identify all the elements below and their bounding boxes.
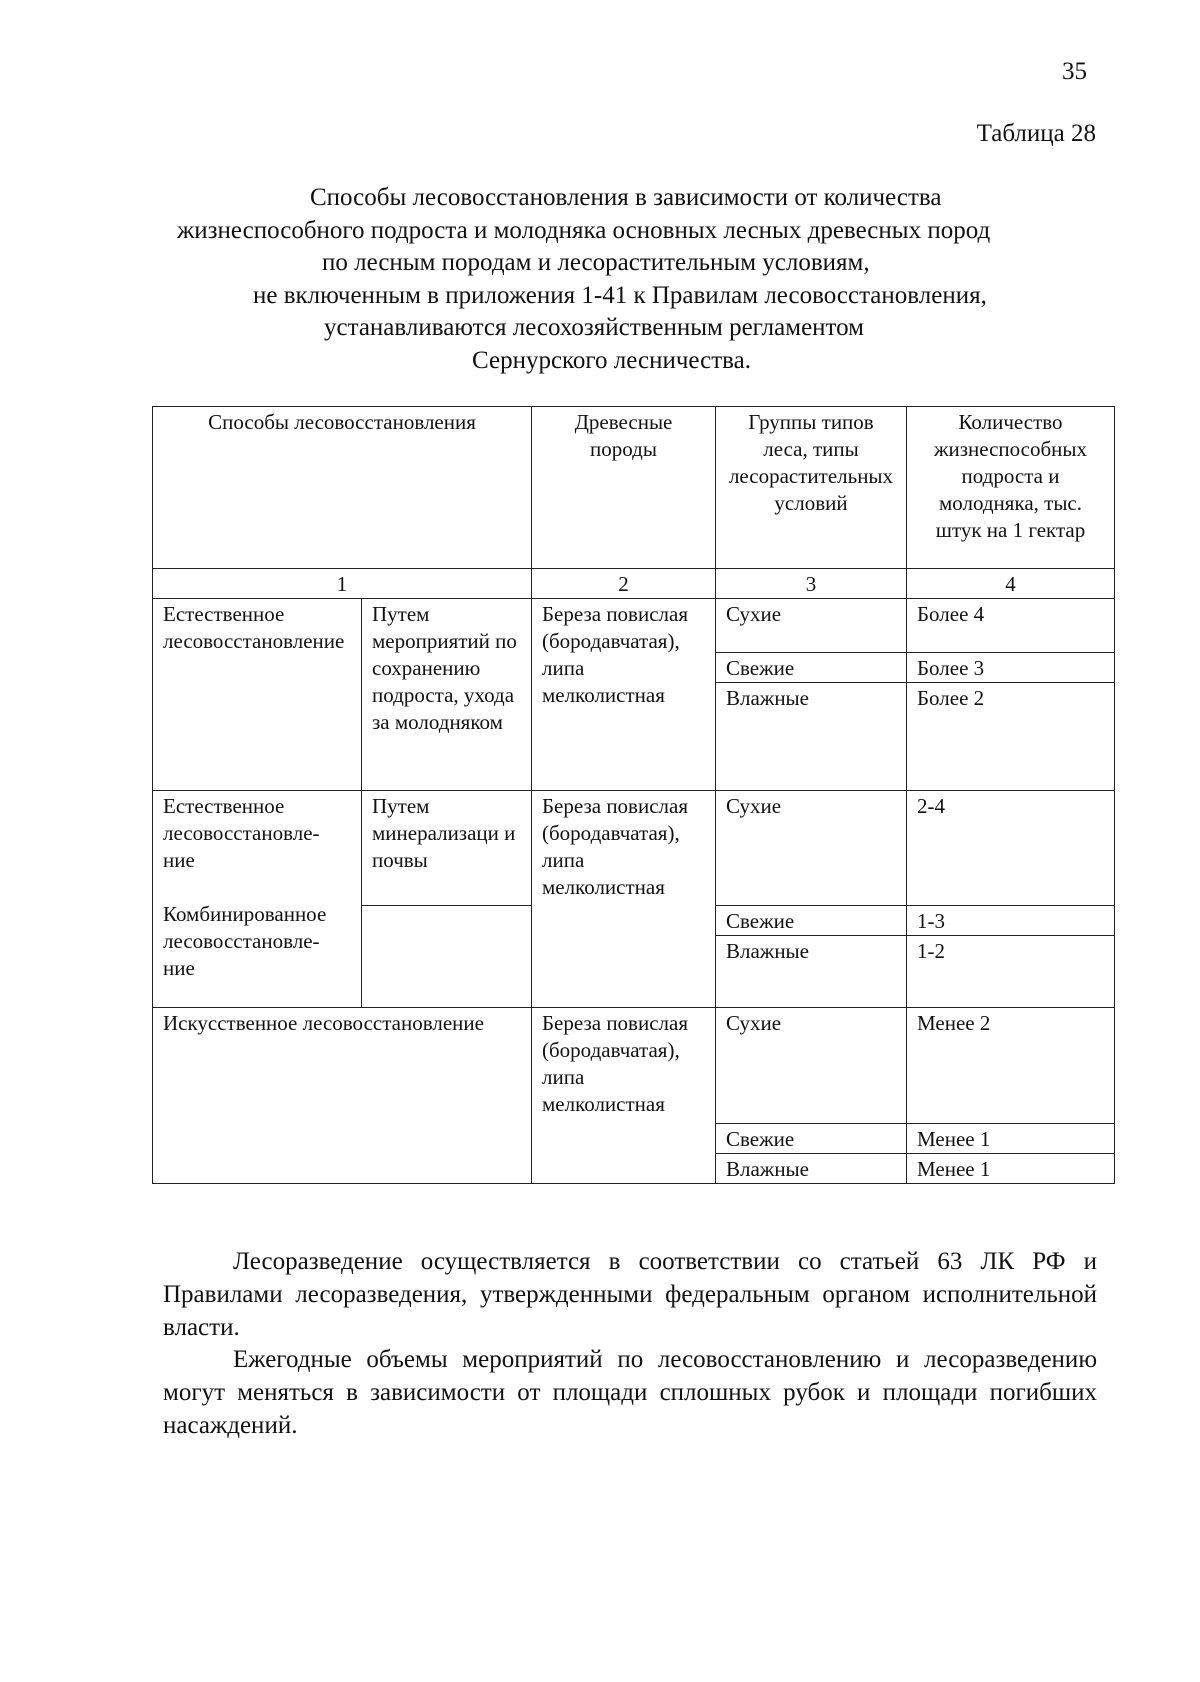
column-number: 3 <box>716 569 907 599</box>
column-number: 2 <box>532 569 716 599</box>
header-forest-types: Группы типов леса, типы лесорастительных условий <box>716 407 907 569</box>
quantity-cell: Менее 1 <box>907 1154 1115 1184</box>
forest-type-cell: Свежие <box>716 653 907 683</box>
forest-type-cell: Сухие <box>716 1008 907 1124</box>
body-paragraph: Ежегодные объемы мероприятий по лесовосстановлению и лесоразведению могут меняться в зависимости от площади сплошных рубок и площади погибших насаждений. <box>163 1346 1097 1439</box>
forest-type-cell: Сухие <box>716 599 907 653</box>
quantity-cell: Более 3 <box>907 653 1115 683</box>
heading-line: жизнеспособного подроста и молодняка основных лесных древесных пород <box>177 216 991 244</box>
quantity-cell: Менее 1 <box>907 1124 1115 1154</box>
method-cell: Естественное лесовосстановление <box>153 599 362 791</box>
quantity-cell: 1-3 <box>907 906 1115 936</box>
method-text: Комбинированное лесовосстановле-ние <box>163 902 327 980</box>
quantity-cell: Менее 2 <box>907 1008 1115 1124</box>
quantity-cell: Более 2 <box>907 683 1115 791</box>
column-number: 4 <box>907 569 1115 599</box>
reforestation-table <box>152 406 1115 1184</box>
table-row <box>153 791 1115 906</box>
heading-line: устанавливаются лесохозяйственным регламентом <box>324 314 864 342</box>
forest-type-cell: Сухие <box>716 791 907 906</box>
forest-type-cell: Свежие <box>716 1124 907 1154</box>
table-row <box>153 599 1115 653</box>
forest-type-cell: Влажные <box>716 683 907 791</box>
table-heading <box>140 182 1080 378</box>
page-number: 35 <box>1062 58 1087 85</box>
method-cell <box>153 791 362 1008</box>
quantity-cell: 2-4 <box>907 791 1115 906</box>
column-number-row <box>153 569 1115 599</box>
header-methods: Способы лесовосстановления <box>153 407 532 569</box>
method-cell: Искусственное лесовосстановление <box>153 1008 532 1184</box>
heading-line: по лесным породам и лесорастительным условиям, <box>322 249 870 277</box>
way-cell: Путем мероприятий по сохранению подроста, ухода за молодняком <box>362 599 532 791</box>
column-number: 1 <box>153 569 532 599</box>
forest-type-cell: Влажные <box>716 1154 907 1184</box>
species-cell: Береза повислая (бородавчатая), липа мелколистная <box>532 791 716 1008</box>
species-cell: Береза повислая (бородавчатая), липа мелколистная <box>532 599 716 791</box>
way-cell: Путем минерализаци и почвы <box>362 791 532 906</box>
way-cell-empty <box>362 906 532 1008</box>
spacer <box>163 874 351 901</box>
quantity-cell: 1-2 <box>907 936 1115 1008</box>
quantity-cell: Более 4 <box>907 599 1115 653</box>
method-text: Естественное лесовосстановле-ние <box>163 794 320 872</box>
table-label: Таблица 28 <box>976 120 1096 147</box>
forest-type-cell: Влажные <box>716 936 907 1008</box>
header-species: Древесные породы <box>532 407 716 569</box>
heading-line: Сернурского лесничества. <box>472 346 751 374</box>
heading-line: Способы лесовосстановления в зависимости от количества <box>310 184 942 211</box>
species-cell: Береза повислая (бородавчатая), липа мелколистная <box>532 1008 716 1184</box>
table-row <box>153 1008 1115 1124</box>
table-header-row <box>153 407 1115 569</box>
forest-type-cell: Свежие <box>716 906 907 936</box>
body-paragraph: Лесоразведение осуществляется в соответствии со статьей 63 ЛК РФ и Правилами лесоразведения, утвержденными федеральным органом исполнительной власти. <box>163 1248 1097 1341</box>
heading-line: не включенным в приложения 1-41 к Правилам лесовосстановления, <box>253 281 987 309</box>
header-quantity: Количество жизнеспособных подроста и молодняка, тыс. штук на 1 гектар <box>907 407 1115 569</box>
